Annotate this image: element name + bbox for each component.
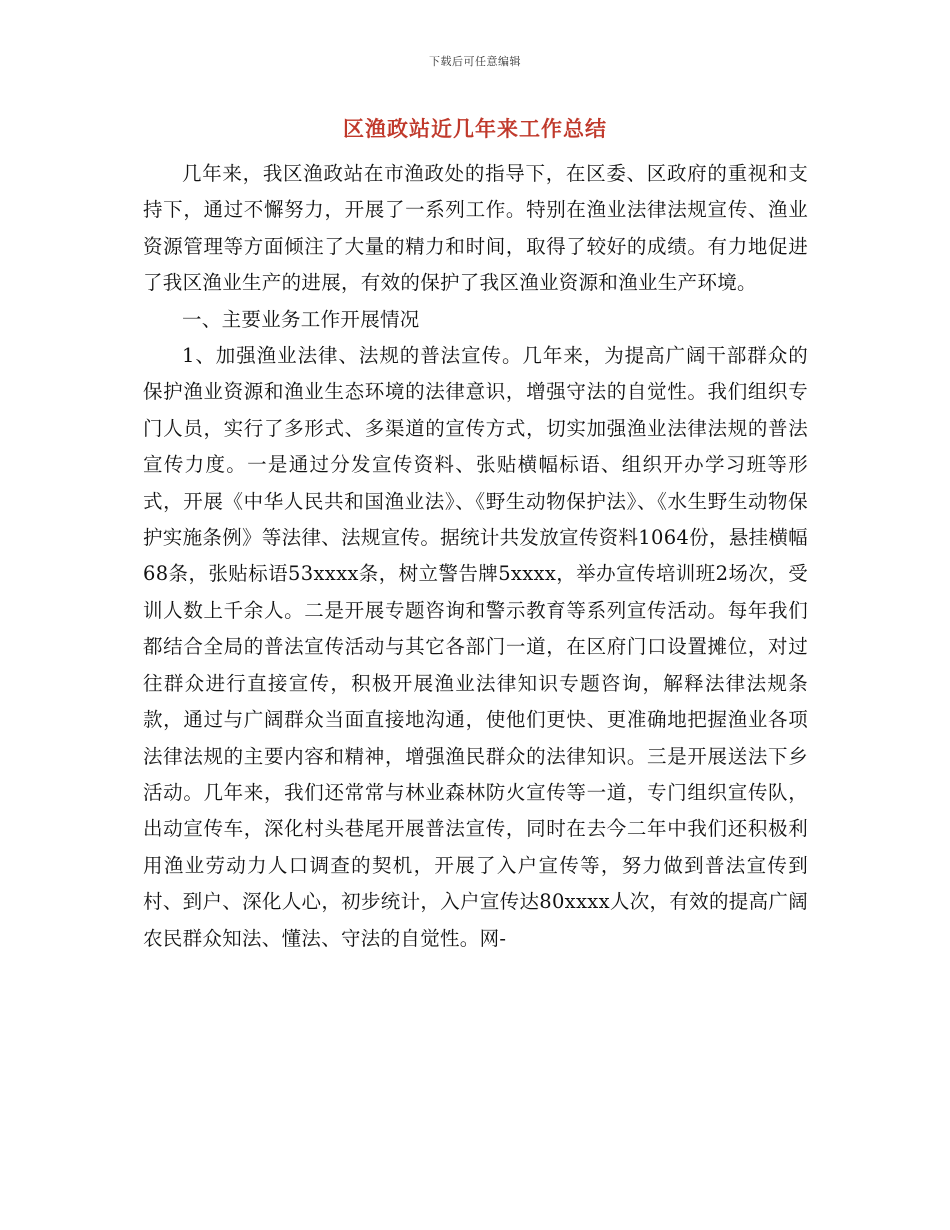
header-note: 下载后可任意编辑 [429, 55, 521, 68]
document-title: 区渔政站近几年来工作总结 [343, 116, 607, 141]
paragraph-item-1: 1、加强渔业法律、法规的普法宣传。几年来，为提高广阔干部群众的保护渔业资源和渔业生态环境的法律意识，增强守法的自觉性。我们组织专门人员，实行了多形式、多渠道的宣传方式，切实加强渔业法律法规的普法宣传力度。一是通过分发宣传资料、张贴横幅标语、组织开办学习班等形式，开展《中华人民共和国渔业法》、《野生动物保护法》、《水生野生动物保护实施条例》等法律、法规宣传。据统计共发放宣传资料1064份，悬挂横幅68条，张贴标语53xxxx条，树立警告牌5xxxx，举办宣传培训班2场次，受训人数上千余人。二是开展专题咨询和警示教育等系列宣传活动。每年我们都结合全局的普法宣传活动与其它各部门一道，在区府门口设置摊位，对过往群众进行直接宣传，积极开展渔业法律知识专题咨询，解释法律法规条款，通过与广阔群众当面直接地沟通，使他们更快、更准确地把握渔业各项法律法规的主要内容和精神，增强渔民群众的法律知识。三是开展送法下乡活动。几年来，我们还常常与林业森林防火宣传等一道，专门组织宣传队，出动宣传车，深化村头巷尾开展普法宣传，同时在去今二年中我们还积极利用渔业劳动力人口调查的契机，开展了入户宣传等，努力做到普法宣传到村、到户、深化人心，初步统计，入户宣传达80xxxx人次，有效的提高广阔农民群众知法、懂法、守法的自觉性。网- [143, 344, 808, 950]
document-body [143, 156, 808, 957]
section-heading: 一、主要业务工作开展情况 [182, 307, 420, 331]
paragraph-intro: 几年来，我区渔政站在市渔政处的指导下，在区委、区政府的重视和支持下，通过不懈努力，开展了一系列工作。特别在渔业法律法规宣传、渔业资源管理等方面倾注了大量的精力和时间，取得了较好的成绩。有力地促进了我区渔业生产的进展，有效的保护了我区渔业资源和渔业生产环境。 [143, 162, 808, 295]
